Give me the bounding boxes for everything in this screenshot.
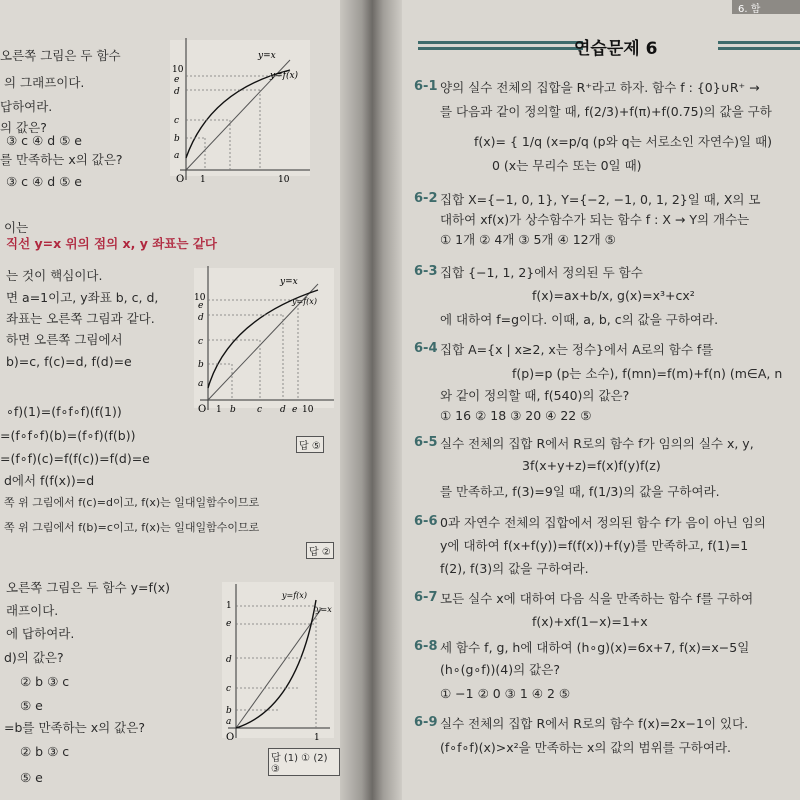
answer-label: 답 ②	[306, 542, 334, 559]
text-line: b)=c, f(c)=d, f(d)=e	[6, 354, 132, 369]
problem-text-line: 와 같이 정의할 때, f(540)의 값은?	[440, 388, 630, 403]
y-tick: b	[174, 134, 180, 144]
problem-text-line: 대하여 xf(x)가 상수함수가 되는 함수 f : X → Y의 개수는	[440, 212, 750, 227]
text-line: =b를 만족하는 x의 값은?	[4, 720, 145, 735]
problem-text-line: (f∘f∘f)(x)>x²을 만족하는 x의 값의 범위를 구하여라.	[440, 740, 732, 755]
y-tick: b	[198, 360, 204, 370]
y-tick: e	[198, 301, 204, 311]
right-page	[402, 0, 800, 800]
problem-number: 6-7	[414, 590, 438, 605]
y-tick: c	[198, 337, 204, 347]
line-label: y=x	[280, 277, 298, 287]
problem-text-line: 집합 A={x | x≥2, x는 정수}에서 A로의 함수 f를	[440, 342, 714, 357]
problem-text-line: f(2), f(3)의 값을 구하여라.	[440, 561, 589, 576]
text-line: 좌표는 오른쪽 그림과 같다.	[6, 311, 155, 326]
text-line: d)의 값은?	[4, 650, 64, 665]
problem-text-line: 모든 실수 x에 대하여 다음 식을 만족하는 함수 f를 구하여	[440, 591, 754, 606]
text-line: 쪽 위 그림에서 f(b)=c이고, f(x)는 일대일함수이므로	[4, 521, 260, 534]
x-tick: O	[198, 404, 207, 415]
y-tick: 10	[172, 65, 184, 75]
graph-3	[218, 578, 336, 744]
text-line: ③ c ④ d ⑤ e	[6, 133, 82, 148]
x-tick: O	[226, 732, 235, 743]
y-tick: d	[198, 313, 204, 323]
x-tick: 10	[302, 405, 314, 415]
text-line: 쪽 위 그림에서 f(c)=d이고, f(x)는 일대일함수이므로	[4, 496, 260, 509]
text-line: 이는	[4, 220, 29, 235]
answer-label: 답 ⑤	[296, 436, 324, 453]
problem-text-line: f(x)= { 1/q (x=p/q (p와 q는 서로소인 자연수)일 때)	[474, 134, 773, 149]
y-tick: e	[226, 619, 232, 629]
problem-number: 6-9	[414, 715, 438, 730]
text-line: d에서 f(f(x))=d	[4, 473, 95, 488]
line-label: y=x	[316, 605, 332, 614]
problem-number: 6-6	[414, 514, 438, 529]
problem-text-line: (h∘(g∘f))(4)의 값은?	[440, 662, 560, 677]
problem-text-line: f(x)+xf(1−x)=1+x	[532, 614, 648, 629]
text-line: ② b ③ c	[20, 744, 70, 759]
text-line: ∘f)(1)=(f∘f∘f)(f(1))	[6, 404, 122, 419]
y-tick: a	[174, 151, 180, 161]
problem-text-line: 3f(x+y+z)=f(x)f(y)f(z)	[522, 458, 661, 473]
problem-number: 6-8	[414, 639, 438, 654]
problem-number: 6-1	[414, 79, 438, 94]
text-line: 의 그래프이다.	[4, 75, 85, 90]
text-line: 는 것이 핵심이다.	[6, 268, 103, 283]
chapter-tab	[732, 0, 800, 14]
text-line: 하면 오른쪽 그림에서	[6, 332, 123, 347]
x-tick: 1	[314, 733, 320, 743]
x-tick: d	[280, 405, 286, 415]
problem-number: 6-3	[414, 264, 438, 279]
y-tick: b	[226, 706, 232, 716]
left-page	[0, 0, 340, 800]
problem-text-line: f(x)=ax+b/x, g(x)=x³+cx²	[532, 288, 695, 303]
problem-text-line: ① 16 ② 18 ③ 20 ④ 22 ⑤	[440, 408, 592, 423]
problem-text-line: y에 대하여 f(x+f(y))=f(f(x))+f(y)를 만족하고, f(1)=1	[440, 538, 749, 553]
text-line: ⑤ e	[20, 698, 43, 713]
text-line: ⑤ e	[20, 770, 43, 785]
problem-text-line: 를 만족하고, f(3)=9일 때, f(1/3)의 값을 구하여라.	[440, 484, 720, 499]
text-line: 오른쪽 그림은 두 함수 y=f(x)	[6, 580, 170, 595]
key-point: 직선 y=x 위의 점의 x, y 좌표는 같다	[6, 236, 217, 251]
header-stripe	[718, 47, 800, 50]
problem-number: 6-4	[414, 341, 438, 356]
x-tick: c	[257, 405, 263, 415]
y-tick: a	[226, 717, 232, 727]
y-tick: d	[226, 655, 232, 665]
problem-text-line: ① 1개 ② 4개 ③ 5개 ④ 12개 ⑤	[440, 232, 616, 247]
problem-text-line: 0 (x는 무리수 또는 0일 때)	[492, 158, 642, 173]
text-line: 의 값은?	[0, 120, 47, 135]
problem-text-line: 0과 자연수 전체의 집합에서 정의된 함수 f가 음이 아닌 임의	[440, 515, 766, 530]
book-gutter	[340, 0, 402, 800]
y-tick: 1	[226, 601, 232, 611]
problem-text-line: 세 함수 f, g, h에 대하여 (h∘g)(x)=6x+7, f(x)=x−5일	[440, 640, 750, 655]
line-label: y=f(x)	[270, 71, 299, 81]
x-tick: 1	[216, 405, 222, 415]
chapter-tab-label: 6. 함	[738, 4, 761, 15]
header-stripe	[418, 41, 583, 44]
y-tick: a	[198, 379, 204, 389]
text-line: 면 a=1이고, y좌표 b, c, d,	[6, 290, 159, 305]
text-line: ③ c ④ d ⑤ e	[6, 174, 82, 189]
problem-text-line: 에 대하여 f=g이다. 이때, a, b, c의 값을 구하여라.	[440, 312, 719, 327]
graph-2	[188, 260, 338, 420]
section-title: 연습문제 6	[574, 39, 658, 59]
text-line: =(f∘f∘f)(b)=(f∘f)(f(b))	[0, 428, 136, 443]
x-tick: 10	[278, 175, 290, 185]
x-tick: O	[176, 174, 185, 185]
y-tick: 10	[194, 293, 206, 303]
header-stripe	[418, 47, 583, 50]
problem-text-line: 집합 X={−1, 0, 1}, Y={−2, −1, 0, 1, 2}일 때, X의 모	[440, 192, 761, 207]
line-label: y=f(x)	[292, 297, 317, 306]
text-line: 래프이다.	[6, 603, 59, 618]
y-tick: c	[174, 116, 180, 126]
header-stripe	[718, 41, 800, 44]
problem-text-line: 집합 {−1, 1, 2}에서 정의된 두 함수	[440, 265, 643, 280]
text-line: =(f∘f)(c)=f(f(c))=f(d)=e	[0, 451, 150, 466]
graph-1	[160, 30, 320, 190]
x-tick: b	[230, 405, 236, 415]
text-line: 답하여라.	[0, 99, 53, 114]
answer-label: 답 (1) ① (2) ③	[268, 748, 340, 776]
problem-text-line: 실수 전체의 집합 R에서 R로의 함수 f가 임의의 실수 x, y,	[440, 436, 754, 451]
problem-number: 6-5	[414, 435, 438, 450]
problem-text-line: ① −1 ② 0 ③ 1 ④ 2 ⑤	[440, 686, 571, 701]
x-tick: 1	[200, 175, 206, 185]
line-label: y=x	[258, 51, 276, 61]
problem-text-line: 를 다음과 같이 정의할 때, f(2/3)+f(π)+f(0.75)의 값을 구하	[440, 104, 772, 119]
y-tick: e	[174, 75, 180, 85]
y-tick: d	[174, 87, 180, 97]
y-tick: c	[226, 684, 232, 694]
text-line: 에 답하여라.	[6, 626, 75, 641]
problem-text-line: f(p)=p (p는 소수), f(mn)=f(m)+f(n) (m∈A, n	[512, 366, 783, 381]
problem-text-line: 실수 전체의 집합 R에서 R로의 함수 f(x)=2x−1이 있다.	[440, 716, 749, 731]
problem-text-line: 양의 실수 전체의 집합을 R⁺라고 하자. 함수 f : {0}∪R⁺ →	[440, 80, 760, 95]
x-tick: e	[292, 405, 298, 415]
problem-number: 6-2	[414, 191, 438, 206]
line-label: y=f(x)	[282, 591, 307, 600]
text-line: 오른쪽 그림은 두 함수	[0, 48, 121, 63]
text-line: ② b ③ c	[20, 674, 70, 689]
text-line: 를 만족하는 x의 값은?	[0, 152, 123, 167]
